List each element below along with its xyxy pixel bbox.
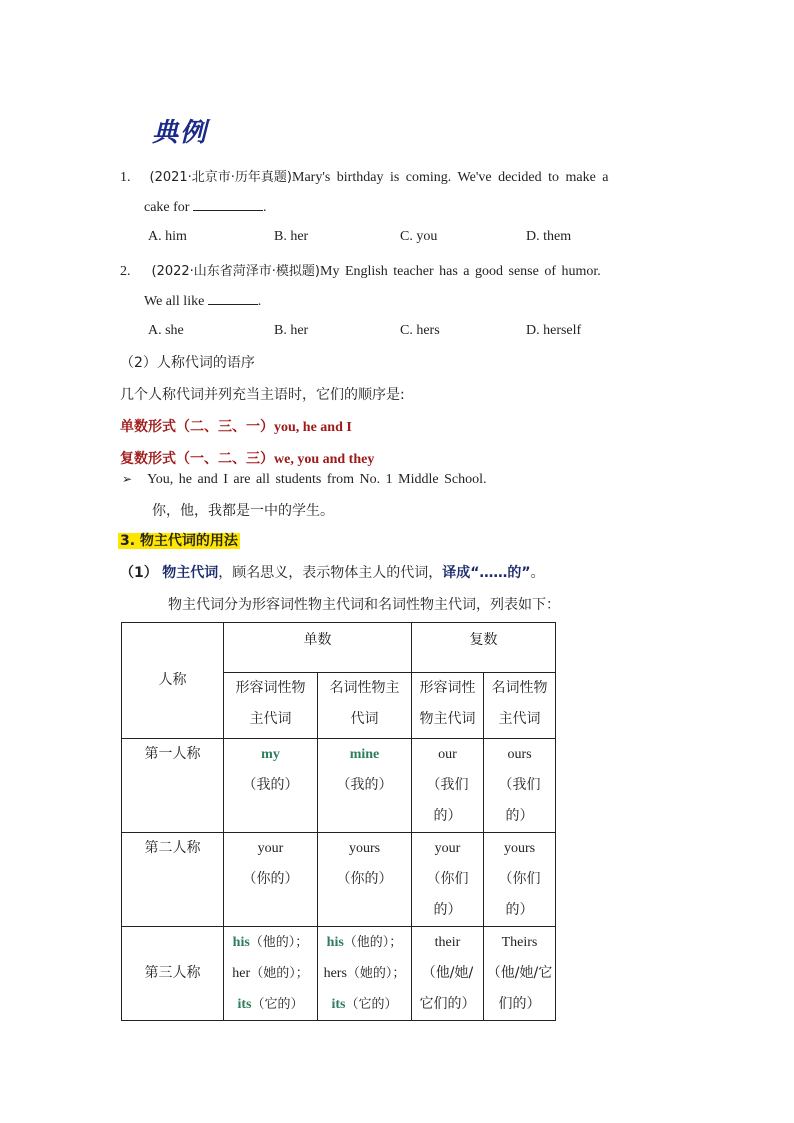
point-translate: 译成“……的” [442, 565, 531, 581]
singular-order [120, 416, 352, 436]
noun-singular-cell: yours （你的） [318, 833, 412, 927]
noun-singular-cell: mine （我的） [318, 739, 412, 833]
table-row [122, 739, 556, 833]
noun-plural-header: 名词性物 主代词 [484, 673, 556, 739]
point-term: 物主代词 [162, 565, 219, 581]
question-text-cont: We all like [144, 294, 205, 309]
plural-header: 复数 [412, 623, 556, 673]
option-c[interactable]: C. hers [400, 323, 440, 338]
question-number: 1. [120, 170, 131, 185]
question-text-cont: cake for [144, 200, 190, 215]
singular-order-label: 单数形式（二、三、一） [120, 419, 274, 435]
plural-order-label: 复数形式（一、二、三） [120, 451, 274, 467]
person-cell: 第三人称 [122, 927, 224, 1021]
question-2-line-2 [144, 292, 261, 310]
noun-plural-cell: Theirs （他/她/它 们的） [484, 927, 556, 1021]
option-d[interactable]: D. them [526, 229, 572, 244]
order-section-intro: 几个人称代词并列充当主语时，它们的顺序是: [120, 387, 405, 403]
adj-singular-header: 形容词性物 主代词 [224, 673, 318, 739]
person-cell: 第二人称 [122, 833, 224, 927]
singular-order-example: you, he and I [274, 420, 352, 435]
question-number: 2. [120, 264, 131, 279]
option-d[interactable]: D. herself [526, 323, 582, 338]
adj-singular-cell: his（他的）； her（她的）； its（它的） [224, 927, 318, 1021]
person-header: 人称 [122, 623, 224, 739]
option-b[interactable]: B. her [274, 229, 309, 244]
question-1-line-2 [144, 198, 266, 216]
possessive-intro: 物主代词分为形容词性物主代词和名词性物主代词，列表如下： [168, 597, 560, 613]
section-heading: 3. 物主代词的用法 [120, 533, 238, 549]
question-1 [120, 166, 609, 186]
point-end: 。 [530, 565, 545, 581]
adj-plural-cell: our （我们 的） [412, 739, 484, 833]
noun-singular-cell: his（他的）； hers（她的）； its（它的） [318, 927, 412, 1021]
singular-header: 单数 [224, 623, 412, 673]
plural-order [120, 448, 374, 468]
possessive-point-1 [120, 562, 545, 582]
example-translation: 你，他，我都是一中的学生。 [152, 503, 334, 519]
period: . [262, 200, 267, 215]
option-a[interactable]: A. him [148, 229, 187, 244]
adj-plural-cell: your （你们 的） [412, 833, 484, 927]
example-sentence [122, 472, 487, 488]
noun-plural-cell: ours （我们 的） [484, 739, 556, 833]
answer-blank[interactable] [193, 198, 263, 211]
question-2 [120, 260, 601, 280]
table-row [122, 927, 556, 1021]
question-source: (2021·北京市·历年真题) [149, 170, 292, 185]
question-text: My English teacher has a good sense of humor. [320, 264, 601, 279]
option-a[interactable]: A. she [148, 323, 184, 338]
person-cell: 第一人称 [122, 739, 224, 833]
example-english: You, he and I are all students from No. 1 Middle School. [147, 472, 487, 487]
adj-singular-cell: my （我的） [224, 739, 318, 833]
period: . [257, 294, 262, 309]
adj-plural-header: 形容词性 物主代词 [412, 673, 484, 739]
table-row [122, 833, 556, 927]
option-c[interactable]: C. you [400, 229, 438, 244]
question-text: Mary's birthday is coming. We've decided to make a [292, 170, 609, 185]
noun-singular-header: 名词性物主 代词 [318, 673, 412, 739]
answer-blank[interactable] [208, 292, 258, 305]
point-number: （1） [120, 565, 158, 581]
arrow-bullet-icon: ➢ [122, 472, 133, 486]
possessive-section-title [118, 530, 240, 550]
noun-plural-cell: yours （你们 的） [484, 833, 556, 927]
point-text: ，顾名思义，表示物体主人的代词， [218, 565, 443, 581]
question-source: (2022·山东省菏泽市·模拟题) [151, 264, 320, 279]
plural-order-example: we, you and they [274, 452, 375, 467]
order-section-title: （2）人称代词的语序 [120, 355, 255, 371]
option-b[interactable]: B. her [274, 323, 309, 338]
adj-singular-cell: your （你的） [224, 833, 318, 927]
possessive-pronoun-table [121, 622, 556, 1021]
adj-plural-cell: their （他/她/ 它们的） [412, 927, 484, 1021]
example-heading-logo: 典例 [152, 118, 209, 148]
